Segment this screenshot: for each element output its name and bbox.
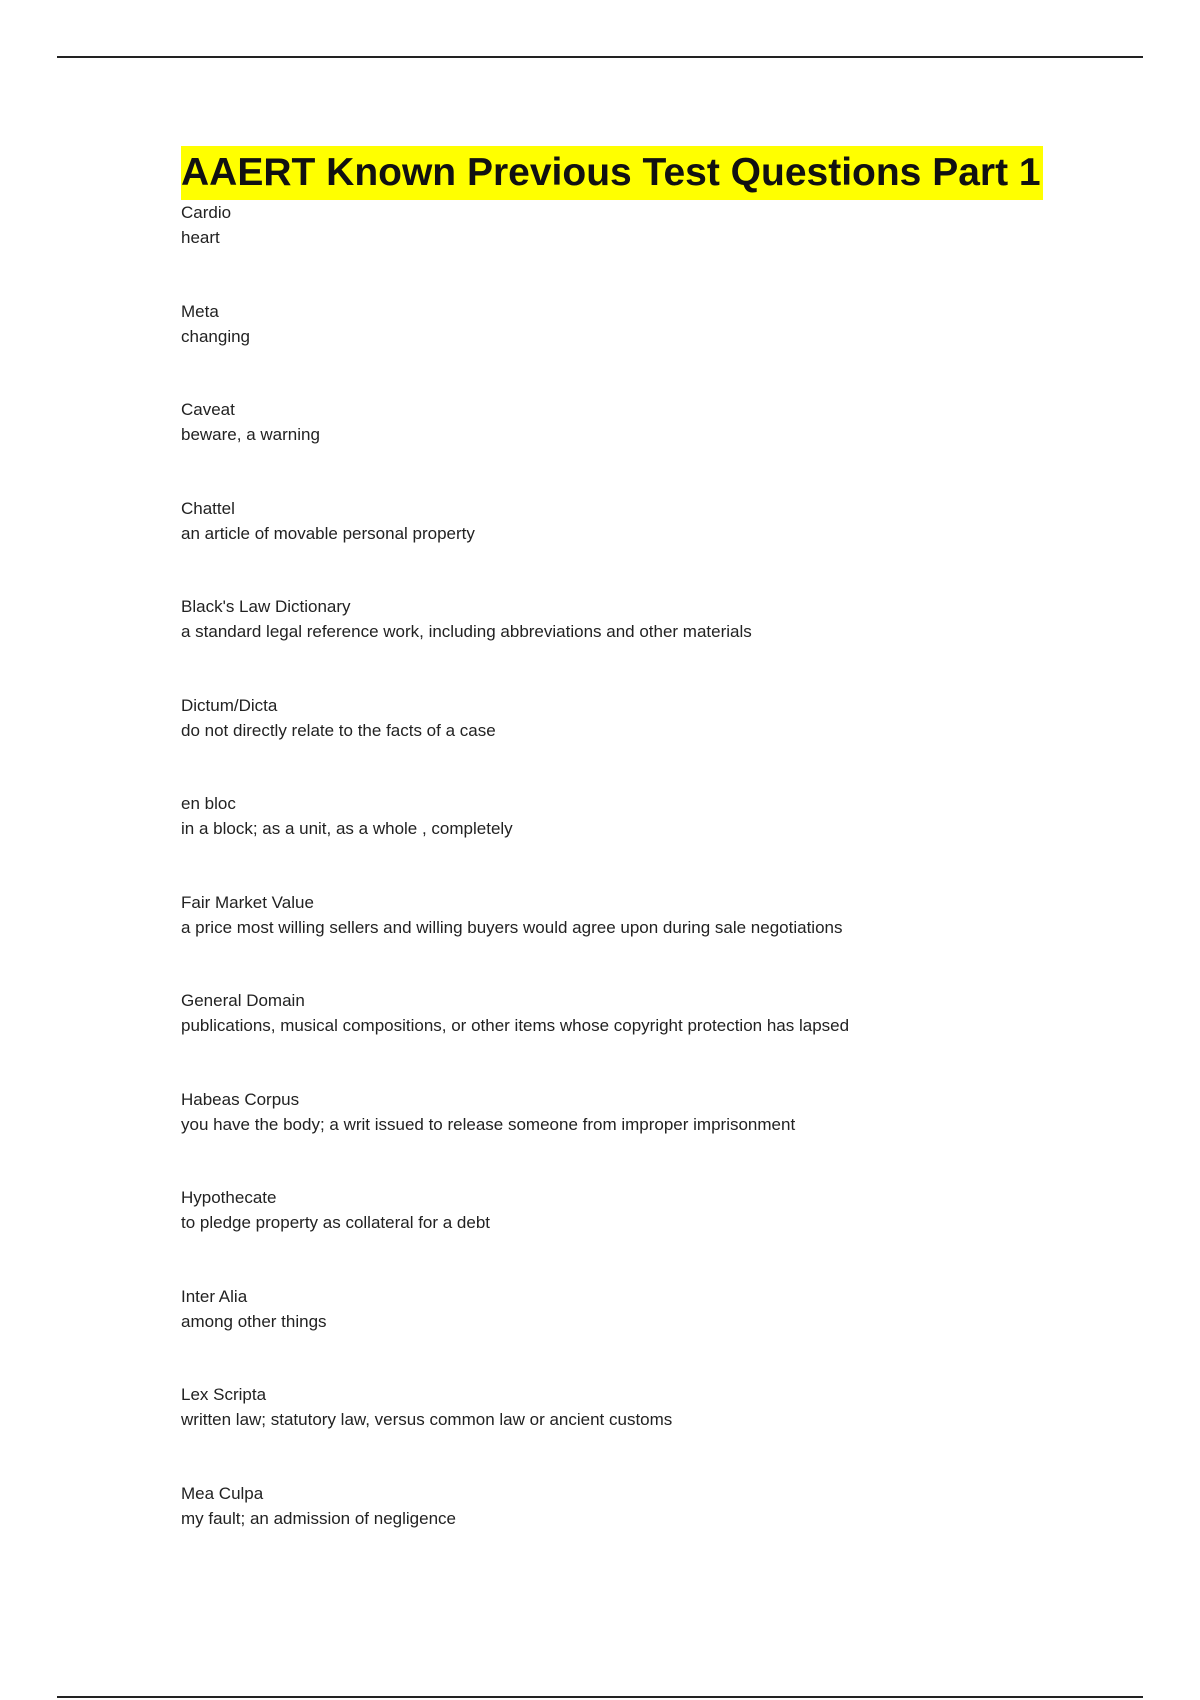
- glossary-entry: [181, 1284, 1121, 1383]
- glossary-entry: [181, 693, 1121, 792]
- glossary-definition: written law; statutory law, versus common law or ancient customs: [181, 1410, 673, 1429]
- glossary-definition: heart: [181, 228, 220, 247]
- glossary-term: Fair Market Value: [181, 892, 314, 912]
- glossary-definition: to pledge property as collateral for a debt: [181, 1213, 491, 1232]
- glossary-entry: [181, 1185, 1121, 1284]
- glossary-term: en bloc: [181, 794, 236, 813]
- glossary-definition: do not directly relate to the facts of a case: [181, 720, 496, 740]
- glossary-list: [181, 200, 1121, 1579]
- glossary-term: Cardio: [181, 203, 232, 222]
- glossary-definition: a price most willing sellers and willing buyers would agree upon during sale negotiations: [181, 917, 843, 937]
- glossary-entry: [181, 890, 1121, 989]
- glossary-term: Inter Alia: [181, 1286, 248, 1306]
- glossary-entry: [181, 200, 1121, 299]
- document-body: [181, 146, 1121, 1579]
- glossary-term: Meta: [181, 301, 219, 321]
- glossary-entry: [181, 594, 1121, 693]
- glossary-entry: [181, 1087, 1121, 1186]
- header-rule: [57, 56, 1143, 58]
- glossary-term: Lex Scripta: [181, 1385, 267, 1404]
- glossary-term: Black's Law Dictionary: [181, 597, 351, 616]
- glossary-term: Chattel: [181, 498, 235, 518]
- glossary-term: Caveat: [181, 400, 235, 419]
- glossary-entry: [181, 1481, 1121, 1580]
- glossary-definition: among other things: [181, 1311, 327, 1331]
- footer-rule: [57, 1696, 1143, 1698]
- document-title: AAERT Known Previous Test Questions Part 1: [181, 146, 1043, 200]
- glossary-term: General Domain: [181, 991, 305, 1010]
- glossary-entry: [181, 397, 1121, 496]
- glossary-term: Dictum/Dicta: [181, 695, 278, 715]
- glossary-term: Habeas Corpus: [181, 1089, 300, 1109]
- glossary-definition: beware, a warning: [181, 425, 320, 444]
- glossary-definition: changing: [181, 326, 251, 346]
- glossary-term: Hypothecate: [181, 1188, 277, 1207]
- glossary-term: Mea Culpa: [181, 1483, 264, 1503]
- glossary-entry: [181, 988, 1121, 1087]
- glossary-definition: you have the body; a writ issued to release someone from improper imprisonment: [181, 1114, 796, 1134]
- glossary-definition: my fault; an admission of negligence: [181, 1508, 456, 1528]
- glossary-definition: publications, musical compositions, or other items whose copyright protection has lapsed: [181, 1016, 850, 1035]
- glossary-entry: [181, 299, 1121, 398]
- glossary-entry: [181, 1382, 1121, 1481]
- glossary-entry: [181, 791, 1121, 890]
- glossary-definition: in a block; as a unit, as a whole , completely: [181, 819, 513, 838]
- glossary-entry: [181, 496, 1121, 595]
- glossary-definition: a standard legal reference work, including abbreviations and other materials: [181, 622, 752, 641]
- glossary-definition: an article of movable personal property: [181, 523, 475, 543]
